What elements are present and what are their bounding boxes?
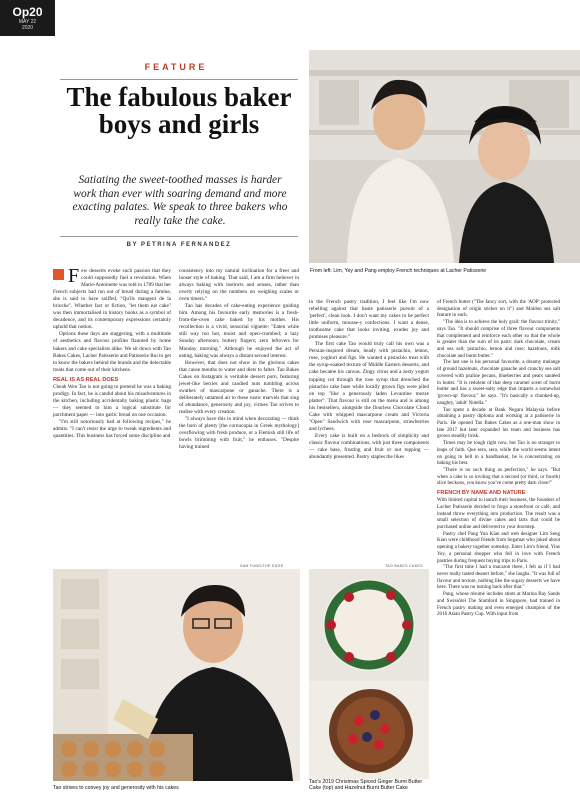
hazelnut-cake-illustration — [309, 681, 429, 779]
column-2 — [179, 268, 299, 451]
paragraph: Pang, whose résumé includes stints at Marina Bay Sands and Swissôtel The Stamford in Singapore, had trained in French pastry making and even emerged champion of the 2016 Asian Pastry Cup. With input from — [437, 591, 560, 618]
cake-photo-top — [309, 569, 429, 681]
caption-top: From left: Lim, Yey and Pang employ French techniques at Lacher Patisserie — [310, 268, 487, 274]
divider — [60, 79, 298, 80]
christmas-cake-illustration — [309, 569, 429, 681]
paragraph: Tao spent a decade at Bank Negara Malaysia before obtaining a pastry diploma and working at a patisserie in Paris. He opened Tao Bakes Cakes as a one-man show in late 2017 but later expanded his team and business has grown steadily brisk. — [437, 406, 560, 440]
paragraph: consistency into my natural inclination for a freer and looser style of baking. That said, I am a firm believer in always baking with instincts and senses, rather than overly relying on the numbers on weighing scales or oven timers." — [179, 268, 299, 303]
paragraph: Pastry chef Pang Yun Kian and web designer Lim Seng Kian were childhood friends from Segamat who joked about opening a bakery together someday. Enter Lim's friend, Yins Yey, a personal shopper who fell in love with French pastries during frequent buying trips to Paris. — [437, 530, 560, 564]
byline: BY PETRINA FERNANDEZ — [126, 242, 232, 248]
section-label: FEATURE — [144, 62, 208, 72]
headline: The fabulous baker boys and girls — [66, 82, 292, 139]
bakers-photo — [309, 50, 580, 263]
caption-bottom-left: Tao strives to convey joy and generosity with his cakes — [53, 785, 179, 791]
paragraph: Tao has decades of cake-eating experience guiding him. Among his favourite early memories is a fresh-from-the-oven cake baked by his mother. His recollection is a vivid, sensorial vignette: "Eaten while still way too hot, moist and open-crumbed; a lazy Sunday afternoon; buttery fingers; zero leftovers for Monday morning." Although he enjoyed the act of eating, baking was always a distant second interest. — [179, 303, 299, 359]
bakers-illustration — [309, 50, 580, 263]
paragraph: The last one is his personal favourite, a dreamy melange of ground hazelnuts, chocolate ganache and crunchy sea salt covered with praline pecans, blueberries and pears sautéed in butter. "It is redolent of that deep caramel scent of burnt butter and has a sweet-salty edge that imparts a somewhat 'grown-up' flavour," he says. "It's basically a chunked-up, naughty, 'adult' Nutella." — [437, 359, 560, 406]
caption-bottom-right: Tao's 2019 Christmas Spiced Ginger Burnt Butter Cake (top) and Hazelnut Burnt Butter Cake — [309, 779, 423, 792]
subhead: REAL IS AS REAL DOES — [53, 376, 119, 383]
issue-date: MAY 22 2020 — [18, 19, 37, 31]
tao-illustration — [53, 569, 300, 781]
paragraph: However, that does not show in the glorious cakes that cause mouths to water and diets to falter. Tao Bakes Cakes on Instagram is veritable dessert porn, featuring jewel-like berries and candied nuts tumbling across swathes of mascarpone or ganache. There is a deliberately untamed air to these rustic marvels that sing of abundance, generosity and joy, virtues Tao strives to realise with every creation. — [179, 359, 299, 415]
divider — [60, 236, 298, 237]
photo-credit: TAO BAKES CAKES — [385, 564, 423, 568]
column-4 — [437, 299, 560, 618]
subhead: FRENCH BY NAME AND NATURE — [437, 490, 526, 497]
paragraph: of French butter ("The fancy sort, with the 'AOP' protected designation of origin sticker on it") and Maldon sea salt feature in each. — [437, 299, 560, 319]
paragraph: "There is no such thing as perfection," he says. "But when a cake is so inviting that a second (or third, or fourth) slice beckons, you know you've come pretty darn close!" — [437, 466, 560, 487]
column-1 — [53, 265, 171, 440]
paragraph: "The idea is to achieve the holy grail: the flavour trinity," says Tao. "It should comprise of three flavour components that complement and reinforce each other so that the whole is greater than the sum of its parts: dark chocolate, cream and sea salt; pistachio, lemon and rose; hazelnuts, milk chocolate and burnt butter." — [437, 319, 560, 359]
drop-square-icon — [53, 269, 64, 280]
paragraph: The first cake Tao would truly call his own was a Persian-inspired dream, heady with pistachio, lemon, rose, yoghurt and figs. He wanted a pistachio treat with the syrup-soaked texture of Middle Eastern desserts, and cake became his canvas. Zingy citrus and a zesty yogurt topping cut through the rose syrup that drenched the pistachio cake base while locally grown figs were piled on top "like a generously laden Levantine mezze platter". That flavour is still on the menu and is among his bestsellers, alongside the flourless Chocolate Cloud Cake with whipped mascarpone cream and Victoria "Open" Sandwich with rose mascarpone, strawberries and lychees. — [309, 341, 429, 432]
paragraph: Times may be tough right now, but Tao is no stranger to leaps of faith. Que sera, sera, while the world seems intent on going to hell in a handbasket, he is concentrating on baking his best. — [437, 440, 560, 467]
page-tab — [0, 0, 55, 36]
paragraph: With limited capital to launch their business, the founders of Lacher Patisserie decided to forgo a storefront or café, and instead throw everything into production. The result was a small selection of divine cakes and tarts that could be purchased online and delivered to your doorstep. — [437, 497, 560, 530]
cake-photo-bottom — [309, 681, 429, 779]
paragraph: "I'm still notoriously bad at following recipes," he admits. "I can't resist the urge to tweak ingredients and quantities. This business has forced some discipline and — [53, 418, 171, 440]
column-3 — [309, 299, 429, 461]
paragraph: "The first time I had a macaron there, I felt as if I had never really tasted dessert before," she laughs. "It was full of flavour and texture, nothing like the sugary desserts we have here. There was no turning back after that." — [437, 564, 560, 591]
photo-credit: SAM FUNG/THE EDGE — [240, 564, 284, 568]
paragraph: in the French pastry tradition, I feel like I'm now rebelling against that haute patisserie pursuit of a 'perfect', clean look. I don't want my cakes to be perfect little uniform, mousse-y confections. I want a dense, toothsome cake that looks inviting, exudes joy and promises pleasure." — [309, 299, 429, 341]
paragraph: Few desserts evoke such passion that they could supposedly fuel a revolution. When Marie-Antoinette was told in 1789 that her French subjects had run out of bread during a famine, she is said to have sniffed, "Qu'ils mangent de la brioche". Whether fact or fiction, "let them eat cake" was then immortalised in history books as a symbol of decadence, and its contemporary expressions certainly uphold that notion. — [53, 265, 171, 331]
paragraph: Every cake is built on a bedrock of simplicity and classic flavour combinations, with just three components — cake base, frosting and fruit or nut topping — abundantly presented. Pastry staples the likes — [309, 432, 429, 461]
paragraph: "I always have this in mind when decorating — think the horn of plenty [the cornucopia in Greek mythology] overflowing with fresh produce, or a Flemish still life of bowls brimming with fruit," he enthuses. "Despite having trained — [179, 415, 299, 451]
paragraph: Options these days are staggering, with a multitude of aesthetics and flavour profiles flaunted by home bakers and cake specialists alike. We sit down with Tao Bakes Cakes, Lacher Patisserie and Patisserie Rui to get to know the bakers behind the brands and the delectable treats that come out of their kitchens. — [53, 331, 171, 373]
dropcap: F — [68, 265, 80, 287]
tao-photo — [53, 569, 300, 781]
paragraph: Cheah Wen Tao is not going to pretend he was a baking prodigy. In fact, he is candid about his misadventures in the kitchen, including accidentally baking plastic bags — they seemed to him a logical substitute for parchment paper — into garlic bread on one occasion. — [53, 383, 171, 418]
deck: Satiating the sweet-toothed masses is harder work than ever with soaring demand and more exacting palates. We speak to three bakers who really take the cake. — [72, 174, 288, 227]
page-number: Op20 — [12, 5, 43, 19]
